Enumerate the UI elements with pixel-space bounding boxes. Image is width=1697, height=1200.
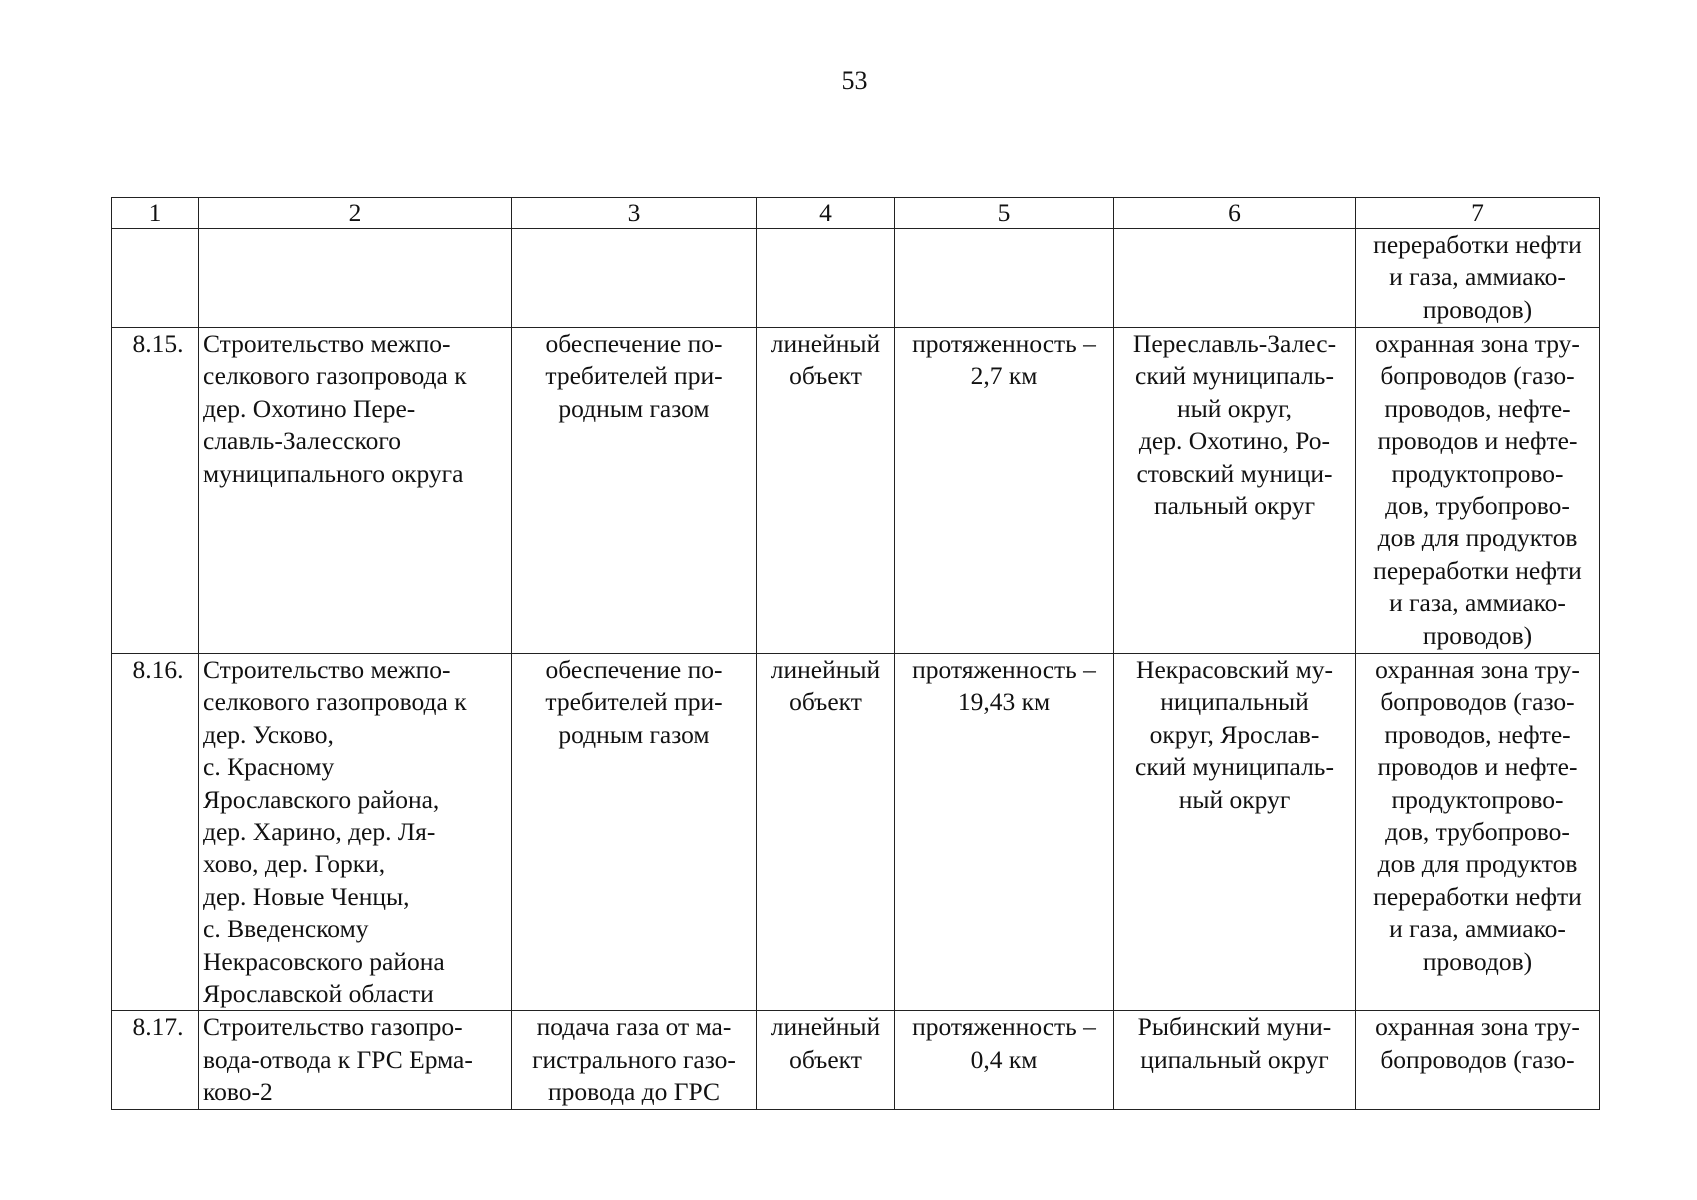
header-cell-2: 2 [199,198,512,229]
header-cell-4: 4 [757,198,895,229]
header-cell-5: 5 [895,198,1114,229]
cell-location: Некрасовский му- ниципальный округ, Ярослав- ский муниципаль- ный округ [1114,654,1356,1011]
cell-protection-zone: охранная зона тру- бопроводов (газо- [1356,1011,1600,1109]
cell-length: протяженность – 0,4 км [895,1011,1114,1109]
cell-purpose: подача газа от ма- гистрального газо- провода до ГРС [512,1011,757,1109]
cell-item-number: 8.16. [112,654,199,1011]
cell-object-name: Строительство газопро- вода-отвода к ГРС Ерма- ково-2 [199,1011,512,1109]
header-cell-3: 3 [512,198,757,229]
cell-protection-zone: охранная зона тру- бопроводов (газо- проводов, нефте- проводов и нефте- продуктопрово- дов, трубопрово- дов для продуктов переработки нефти и газа, аммиако- проводов) [1356,328,1600,654]
table-row [112,1011,1600,1109]
cell-object-type: линейный объект [757,1011,895,1109]
cell-location: Рыбинский муни- ципальный округ [1114,1011,1356,1109]
cell-empty [112,229,199,328]
document-table [111,197,1600,1110]
cell-item-number: 8.15. [112,328,199,654]
cell-length: протяженность – 2,7 км [895,328,1114,654]
cell-object-type: линейный объект [757,654,895,1011]
cell-empty [199,229,512,328]
cell-object-name: Строительство межпо- селкового газопровода к дер. Усково, с. Красному Ярославского района, дер. Харино, дер. Ля- хово, дер. Горки, дер. Новые Ченцы, с. Введенскому Некрасовского района Ярославской области [199,654,512,1011]
cell-purpose: обеспечение по- требителей при- родным газом [512,654,757,1011]
cell-object-name: Строительство межпо- селкового газопровода к дер. Охотино Пере- славль-Залесского муниципального округа [199,328,512,654]
page-number: 53 [841,66,868,95]
cell-item-number: 8.17. [112,1011,199,1109]
cell-protection-zone: охранная зона тру- бопроводов (газо- проводов, нефте- проводов и нефте- продуктопрово- дов, трубопрово- дов для продуктов переработки нефти и газа, аммиако- проводов) [1356,654,1600,1011]
cell-empty [895,229,1114,328]
header-cell-6: 6 [1114,198,1356,229]
cell-location: Переславль-Залес- ский муниципаль- ный округ, дер. Охотино, Ро- стовский муници- пальный округ [1114,328,1356,654]
header-cell-1: 1 [112,198,199,229]
cell-empty [512,229,757,328]
cell-purpose: обеспечение по- требителей при- родным газом [512,328,757,654]
header-cell-7: 7 [1356,198,1600,229]
table-row [112,328,1600,654]
table-header-row [112,198,1600,229]
cell-empty [1114,229,1356,328]
cell-length: протяженность – 19,43 км [895,654,1114,1011]
table-row-continuation [112,229,1600,328]
cell-object-type: линейный объект [757,328,895,654]
cell-protection-zone: переработки нефти и газа, аммиако- проводов) [1356,229,1600,328]
cell-empty [757,229,895,328]
table-row [112,654,1600,1011]
